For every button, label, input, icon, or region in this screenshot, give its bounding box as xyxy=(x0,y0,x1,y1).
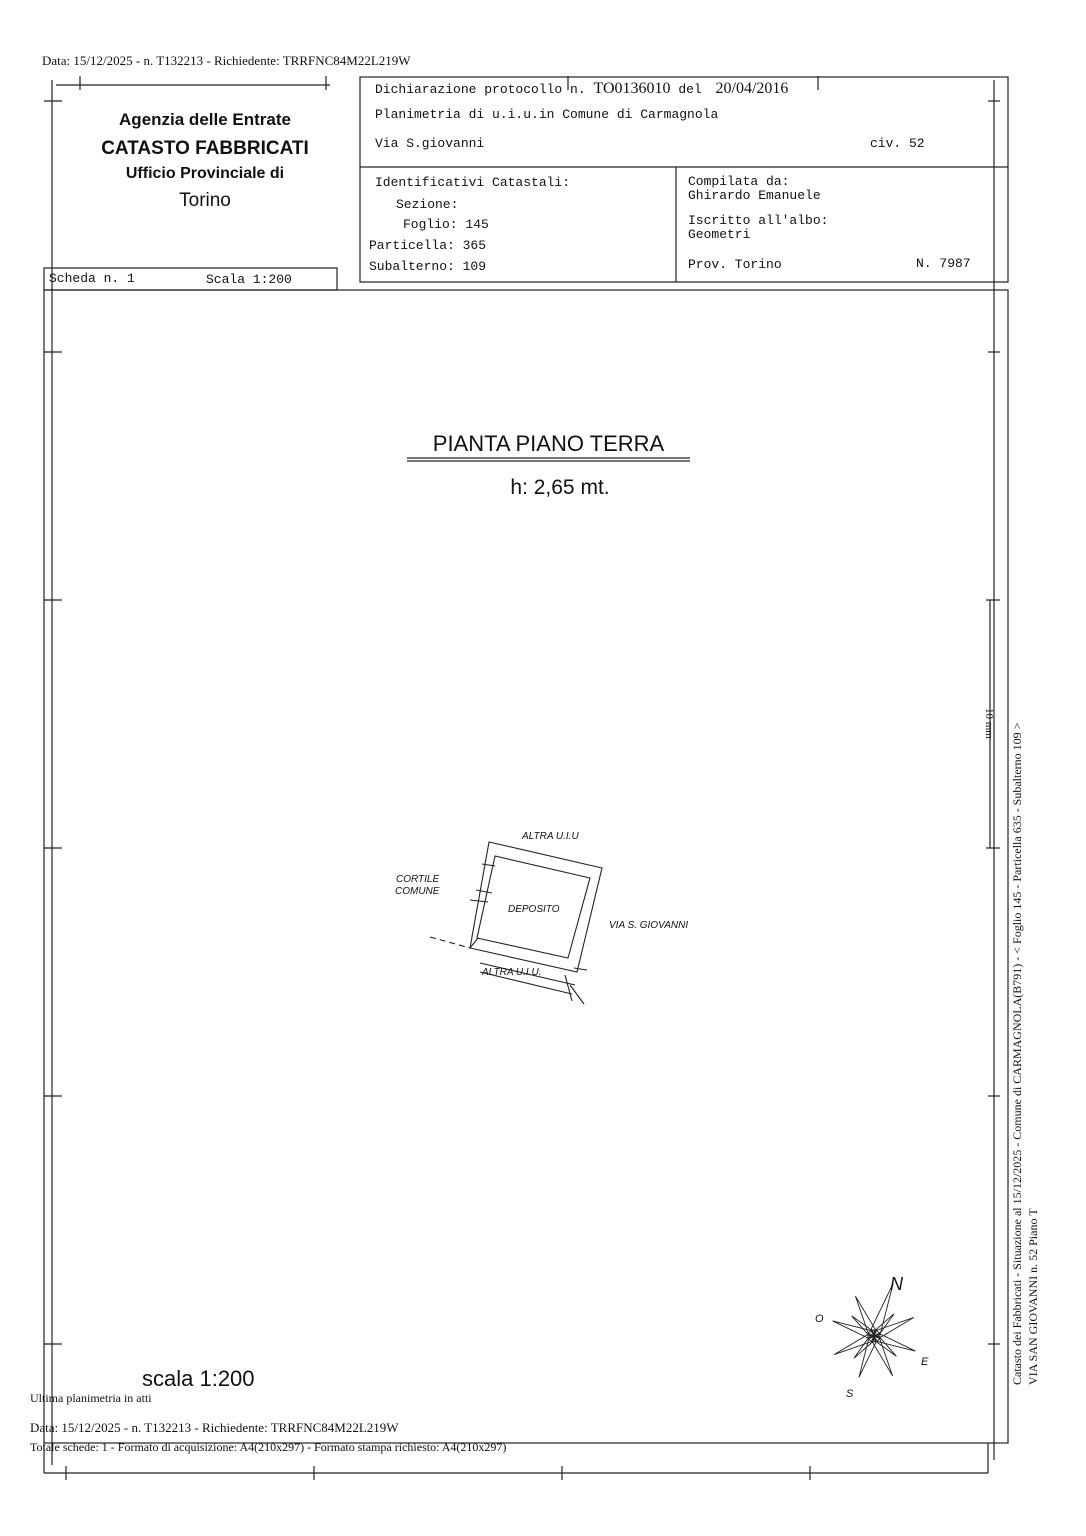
subalterno: Subalterno: 109 xyxy=(369,259,487,274)
footer-data: Data: 15/12/2025 - n. T132213 - Richiedente: TRRFNC84M22L219W xyxy=(30,1420,399,1435)
label-via: VIA S. GIOVANNI xyxy=(609,920,689,931)
compass-rose xyxy=(831,1282,916,1379)
foglio: Foglio: 145 xyxy=(403,217,489,232)
floor-height: h: 2,65 mt. xyxy=(510,476,610,499)
compass-east: E xyxy=(921,1356,929,1368)
address: Via S.giovanni xyxy=(375,136,485,151)
iscritto-label: Iscritto all'albo: xyxy=(688,213,829,228)
scheda-scale: Scala 1:200 xyxy=(206,272,292,287)
label-altra-uiu-bottom: ALTRA U.I.U. xyxy=(482,967,542,978)
label-altra-uiu-top: ALTRA U.I.U xyxy=(522,831,579,842)
ufficio-label: Ufficio Provinciale di xyxy=(125,165,285,182)
compiler-name: Ghirardo Emanuele xyxy=(688,188,821,203)
sezione: Sezione: xyxy=(396,197,459,212)
request-line: Data: 15/12/2025 - n. T132213 - Richiedente: TRRFNC84M22L219W xyxy=(42,53,411,68)
albo-name: Geometri xyxy=(688,227,751,242)
city-name: Torino xyxy=(179,190,231,211)
catasto-title: CATASTO FABBRICATI xyxy=(101,138,309,159)
side-note-catasto: Catasto dei Fabbricati - Situazione al 15/12/2025 - Comune di CARMAGNOLA(B791) - < Foglio 145 - Particella 635 - Subalterno 109 > xyxy=(1010,722,1024,1385)
planimetria-line: Planimetria di u.i.u.in Comune di Carmagnola xyxy=(375,107,719,122)
protocol-line: Dichiarazione protocollo n. TO0136010 del 20/04/2016 xyxy=(375,80,789,97)
ruler-label: 10 mm xyxy=(983,708,995,739)
identificativi-title: Identificativi Catastali: xyxy=(375,175,571,190)
drawing-title: PIANTA PIANO TERRA xyxy=(432,431,665,456)
albo-number: N. 7987 xyxy=(916,256,971,271)
scale-note: scala 1:200 xyxy=(142,1366,255,1391)
label-deposito: DEPOSITO xyxy=(508,904,560,915)
label-comune: COMUNE xyxy=(395,886,440,897)
scheda-number: Scheda n. 1 xyxy=(49,271,135,286)
compass-south: S xyxy=(846,1388,854,1400)
compass-north: N xyxy=(890,1274,903,1294)
side-note-address: VIA SAN GIOVANNI n. 52 Piano T xyxy=(1026,1208,1040,1385)
particella: Particella: 365 xyxy=(369,238,487,253)
footer-totale: Totale schede: 1 - Formato di acquisizione: A4(210x297) - Formato stampa richiesto: A4(210x297) xyxy=(30,1440,507,1454)
province: Prov. Torino xyxy=(688,257,782,272)
compass-west: O xyxy=(815,1313,824,1325)
civic-number: civ. 52 xyxy=(870,136,925,151)
label-cortile: CORTILE xyxy=(396,874,440,885)
floor-plan xyxy=(430,842,602,1004)
compilata-title: Compilata da: xyxy=(688,174,790,189)
ultima-planimetria: Ultima planimetria in atti xyxy=(30,1391,152,1405)
agency-name: Agenzia delle Entrate xyxy=(119,110,291,129)
